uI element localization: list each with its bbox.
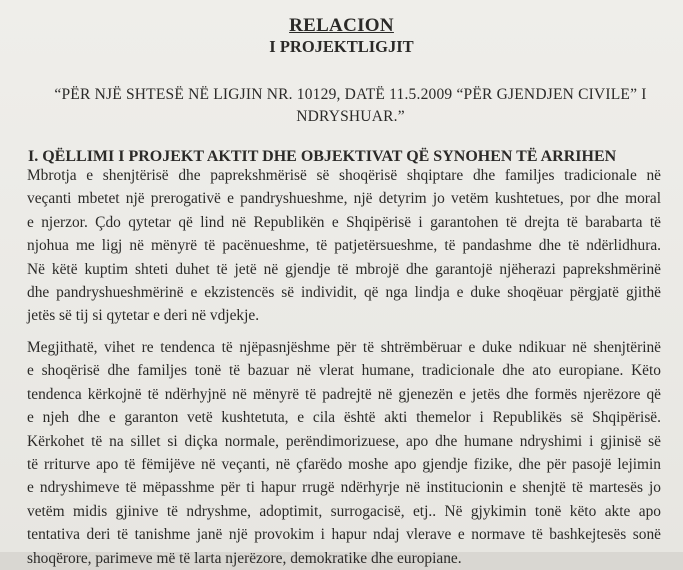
paragraph-line: tendenca kërkojnë të ndërhyjnë në mënyrë të padrejtë në gjenezën e jetës dhe formës njerëzore që (27, 385, 661, 403)
paragraph-line: veçanti mbetet një prerogativë e pandryshueshme, një detyrim jo vetëm kushtetues, por dhe moral (27, 190, 661, 208)
paragraph-1 (27, 164, 661, 328)
paragraph-line: e njerzor. Çdo qytetar që lind në Republikën e Shqipërisë i garantohen të drejta të barabarta të (27, 213, 661, 231)
paragraph-line: e njeh dhe e garanton vetë kushtetuta, e cila është akti themelor i Republikës së Shqipërisë. (27, 409, 661, 427)
document-title: RELACION (289, 15, 394, 36)
paragraph-2 (27, 336, 661, 570)
paragraph-line: dhe pandryshueshmërinë e ekzistencës së individit, që nga lindja e duke shoqëuar përgjatë gjithë (27, 283, 661, 301)
paragraph-line: njohua me ligj në mënyrë të pacënueshme, të patjetërsueshme, të pandashme dhe të ndërlidhura. (27, 237, 661, 255)
paragraph-line: Kërkohet të na sillet si diçka normale, perëndimorizuese, apo dhe humane ndryshimi i gjinisë së (27, 432, 661, 450)
paragraph-line: Megjithatë, vihet re tendenca të njëpasnjëshme për të shtrëmbëruar e duke ndikuar në shenjtërinë (27, 339, 661, 356)
section-heading: I. QËLLIMI I PROJEKT AKTIT DHE OBJEKTIVAT QË SYNOHEN TË ARRIHEN (28, 148, 617, 165)
document-subtitle: I PROJEKTLIGJIT (269, 37, 414, 56)
paragraph-line: shoqërore, parimeve më të larta njerëzore, demokratike dhe europiane. (27, 549, 462, 567)
paragraph-line: Në këtë kuptim shteti duhet të jetë në gjendje të mbrojë dhe garantojë njëherazi paprekshmërinë (27, 260, 661, 278)
paragraph-line: vetëm midis gjinive të ndryshme, adoptimit, surrogacisë, etj.. Në gjykimin tonë këto akte apo (27, 502, 661, 520)
paragraph-line: e ndryshimeve të mëpasshme për ti hapur rrugë ndërhyrje në institucionin e shenjtë të martesës jo (27, 479, 661, 497)
paragraph-line: Mbrotja e shenjtërisë dhe paprekshmërisë së shoqërisë shqiptare dhe familjes tradicionale në (27, 167, 661, 184)
paragraph-line: e shoqërisë dhe familjes tonë të bazuar në vlerat humane, tradicionale dhe ato europiane. Këto (27, 362, 661, 380)
paragraph-line: tentativa deri të tanishme janë një provokim i hapur ndaj vlerave e normave të bashkejtesës sonë (27, 526, 661, 544)
paragraph-line: të rriturve apo të fëmijëve në veçanti, në çfarëdo moshe apo gjendje fizike, dhe për pasojë lejimin (27, 455, 661, 473)
law-title: “PËR NJË SHTESË NË LIGJIN NR. 10129, DATË 11.5.2009 “PËR GJENDJEN CIVILE” I NDRYSHUAR.” (54, 86, 647, 125)
paragraph-line: jetës së tij si qytetar e deri në vdjekje. (27, 307, 260, 325)
